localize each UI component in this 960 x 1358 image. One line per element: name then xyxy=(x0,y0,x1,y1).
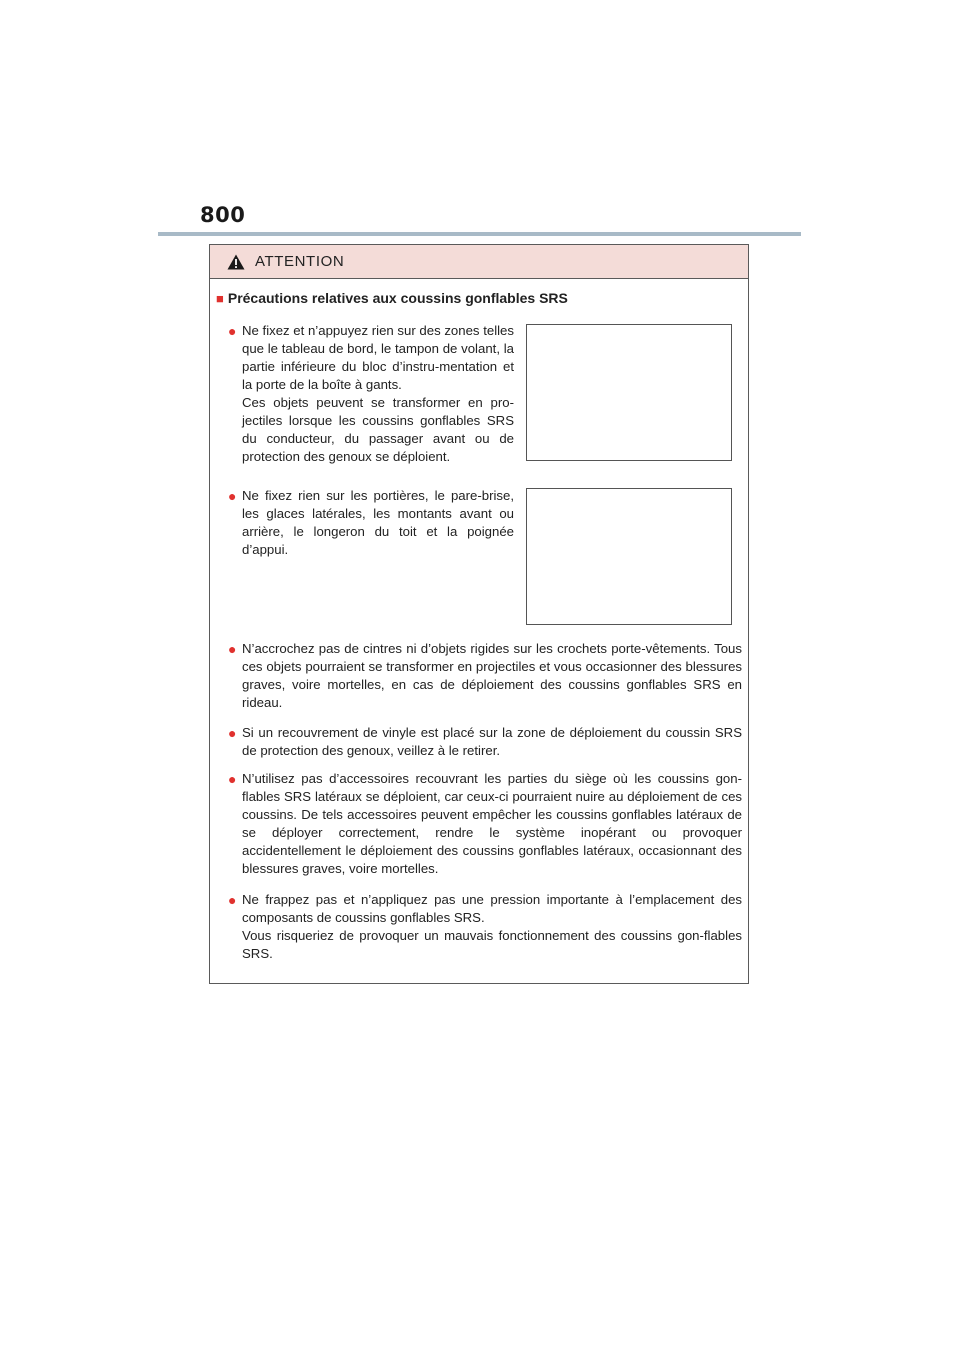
warning-item xyxy=(228,322,514,466)
item-paragraph: N’accrochez pas de cintres ni d’objets rigides sur les crochets porte-vêtements. Tous ces objets pourraient se transformer en projectiles et vous occasionner des blessures graves, voire mortelles, en cas de déploiement des coussins gonflables SRS en rideau. xyxy=(242,641,742,710)
bullet-icon: ● xyxy=(228,725,237,741)
bullet-icon: ● xyxy=(228,641,237,657)
warning-triangle-icon xyxy=(227,254,245,270)
section-title-text: Précautions relatives aux coussins gonflables SRS xyxy=(227,290,568,306)
bullet-icon: ● xyxy=(228,488,237,504)
warning-item xyxy=(228,640,742,712)
illustration-doors xyxy=(526,488,732,625)
illustration-dashboard xyxy=(526,324,732,461)
item-paragraph: Vous risqueriez de provoquer un mauvais fonctionnement des coussins gon-flables SRS. xyxy=(242,928,742,961)
warning-title: ATTENTION xyxy=(255,253,345,270)
warning-item xyxy=(228,891,742,963)
square-bullet-icon: ■ xyxy=(216,291,224,306)
warning-item xyxy=(228,487,514,559)
item-paragraph: Ne frappez pas et n’appliquez pas une pression importante à l’emplacement des composants de coussins gonflables SRS. xyxy=(242,892,742,925)
header-rule xyxy=(158,232,801,236)
warning-header xyxy=(210,245,748,279)
item-paragraph: Ne fixez et n’appuyez rien sur des zones telles que le tableau de bord, le tampon de volant, la partie inférieure du bloc d’instru-mentation et la porte de la boîte à gants. xyxy=(242,323,514,392)
item-paragraph: Ne fixez rien sur les portières, le pare-brise, les glaces latérales, les montants avant ou arrière, le longeron du toit et la poignée d’appui. xyxy=(242,488,514,557)
page-number: 800 xyxy=(200,203,246,227)
warning-item xyxy=(228,724,742,760)
section-title xyxy=(216,290,568,306)
item-paragraph: N’utilisez pas d’accessoires recouvrant les parties du siège où les coussins gon-flables SRS latéraux se déploient, car ceux-ci pourraient nuire au déploiement de ces coussins. De tels accessoires peuvent empêcher les coussins gonflables latéraux de se déployer correctement, rendre le système inopérant ou provoquer accidentellement le déploiement des coussins gonflables latéraux, occasionnant des blessures graves, voire mortelles. xyxy=(242,771,742,876)
warning-box xyxy=(209,244,749,984)
warning-item xyxy=(228,770,742,878)
bullet-icon: ● xyxy=(228,323,237,339)
bullet-icon: ● xyxy=(228,892,237,908)
item-paragraph: Ces objets peuvent se transformer en pro-jectiles lorsque les coussins gonflables SRS du conducteur, du passager avant ou de protection des genoux se déploient. xyxy=(242,395,514,464)
item-paragraph: Si un recouvrement de vinyle est placé sur la zone de déploiement du coussin SRS de protection des genoux, veillez à le retirer. xyxy=(242,725,742,758)
bullet-icon: ● xyxy=(228,771,237,787)
